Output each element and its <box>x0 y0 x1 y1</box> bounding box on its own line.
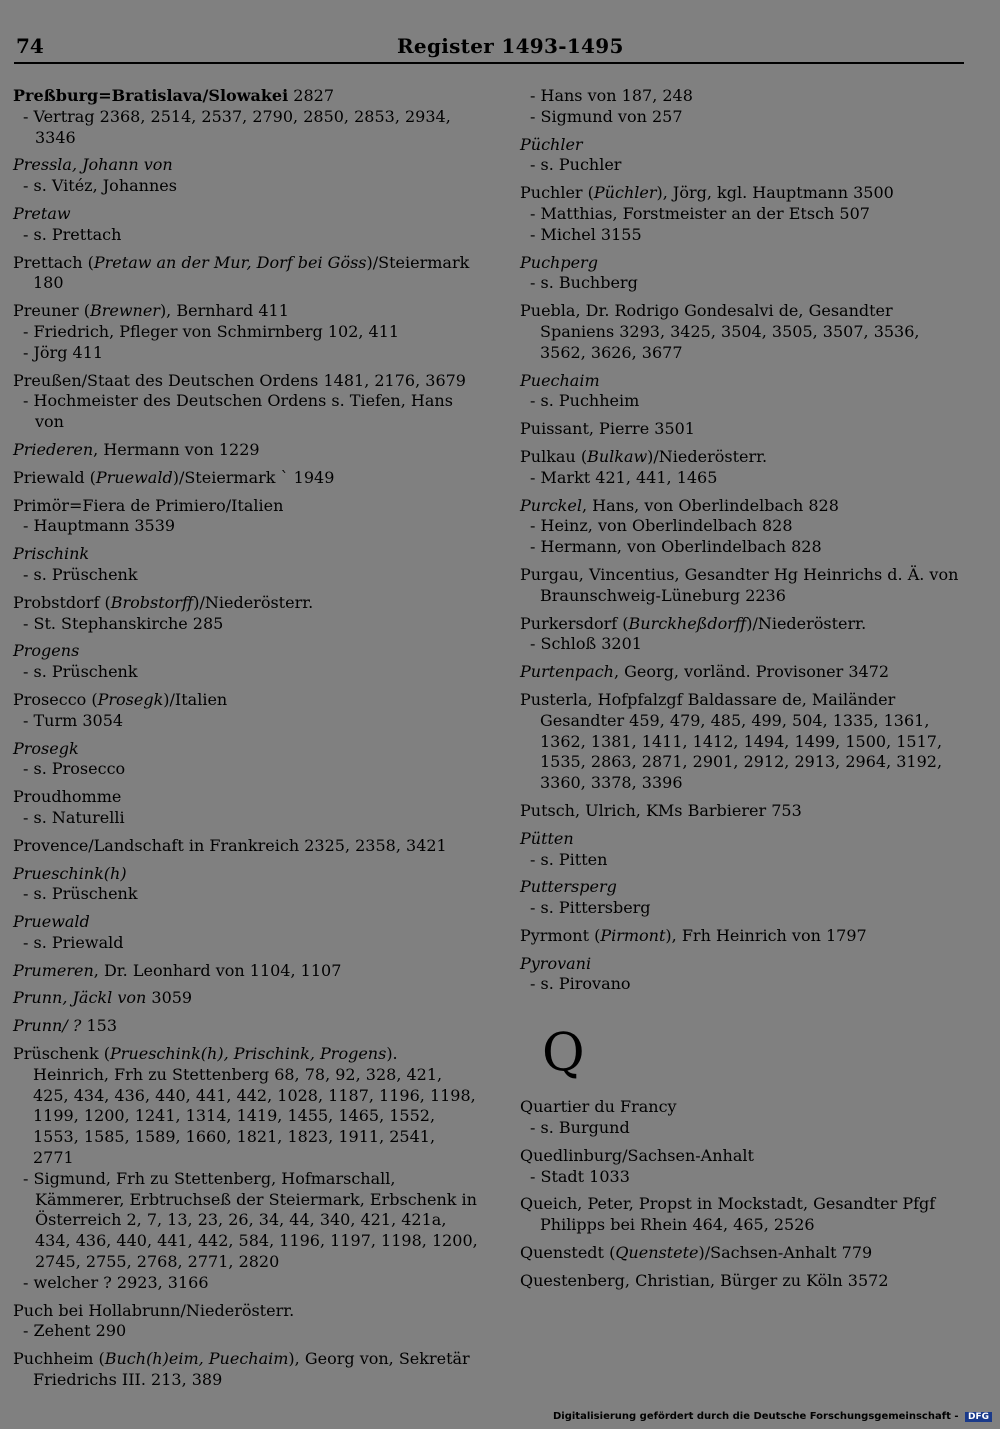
text-run: - s. Pittersberg <box>530 898 651 918</box>
entry-heading <box>13 1044 478 1169</box>
text-run: ), Georg von, Sekretär Friedrichs III. 213, 389 <box>33 1349 470 1390</box>
index-entry <box>13 468 478 489</box>
section-letter: Q <box>542 1023 585 1084</box>
entry-heading <box>13 593 478 614</box>
text-run: Pyrmont ( <box>520 925 601 945</box>
text-run: Pyrovani <box>520 953 592 973</box>
text-run: 2827 <box>288 86 334 105</box>
left-column <box>13 86 478 1398</box>
text-run: Quenstete <box>615 1243 699 1263</box>
text-run: Preßburg=Bratislava/Slowakei <box>13 86 289 105</box>
index-entry <box>13 641 478 683</box>
index-entry <box>13 593 478 635</box>
text-run: - Hauptmann 3539 <box>23 516 176 536</box>
text-run: Priewald ( <box>13 467 96 487</box>
index-entry <box>520 801 970 822</box>
index-entry <box>520 926 970 947</box>
text-run: )/Italien <box>163 689 228 709</box>
text-run: , Hermann von 1229 <box>93 439 260 459</box>
index-entry <box>520 690 970 794</box>
index-entry <box>13 155 478 197</box>
entry-heading <box>520 1097 970 1118</box>
text-run: - s. Buchberg <box>530 273 638 293</box>
text-run: - Sigmund von 257 <box>530 106 683 126</box>
entry-subheading <box>13 759 478 780</box>
entry-heading <box>13 787 478 808</box>
footer <box>553 1411 992 1422</box>
text-run: Prumeren <box>13 960 94 980</box>
entry-heading <box>520 1146 970 1167</box>
text-run: 3059 <box>146 988 193 1008</box>
text-run: - s. Priewald <box>23 932 124 952</box>
text-run: Quenstedt ( <box>520 1243 616 1263</box>
text-run: - s. Burgund <box>530 1118 630 1138</box>
entry-heading <box>520 565 970 607</box>
index-entry <box>13 1349 478 1391</box>
text-run: Pruewald <box>13 912 90 932</box>
index-entry <box>520 829 970 871</box>
index-entry <box>13 787 478 829</box>
index-entry <box>13 1016 478 1037</box>
text-run: )/Steiermark 180 <box>33 252 470 293</box>
index-entry <box>13 253 478 295</box>
entry-heading <box>13 371 478 392</box>
entry-heading <box>520 614 970 635</box>
entry-heading <box>13 301 478 322</box>
index-entry <box>13 204 478 246</box>
text-run: Purgau, Vincentius, Gesandter Hg Heinrichs d. Ä. von Braunschweig-Lüneburg 2236 <box>520 564 959 605</box>
text-run: - St. Stephanskirche 285 <box>23 613 224 633</box>
text-run: Prueschink(h) <box>13 863 127 883</box>
entry-heading <box>13 1016 478 1037</box>
text-run: Puchperg <box>520 252 598 272</box>
text-run: Bulkaw <box>587 446 648 466</box>
text-run: Purtenpach <box>520 662 614 682</box>
text-run: Prunn/ ? <box>13 1016 82 1036</box>
text-run: Quartier du Francy <box>520 1097 677 1117</box>
text-run: Provence/Landschaft in Frankreich 2325, 2358, 3421 <box>13 835 447 855</box>
entry-subheading <box>520 273 970 294</box>
text-run: - Turm 3054 <box>23 710 124 730</box>
entry-heading <box>520 1243 970 1264</box>
text-run: Pressla, Johann von <box>13 155 173 175</box>
entry-subheading <box>13 808 478 829</box>
text-run: - s. Prüschenk <box>23 662 138 682</box>
entry-heading <box>13 155 478 176</box>
text-run: Prettach ( <box>13 252 94 272</box>
text-run: ), Bernhard 411 <box>159 301 289 321</box>
text-run: - s. Prettach <box>23 224 122 244</box>
text-run: Pirmont <box>600 925 666 945</box>
text-run: - s. Naturelli <box>23 807 125 827</box>
entry-heading <box>520 496 970 517</box>
text-run: - Hans von 187, 248 <box>530 86 693 105</box>
text-run: Brobstorff <box>110 592 194 612</box>
text-run: - Friedrich, Pfleger von Schmirnberg 102, 411 <box>23 321 400 341</box>
text-run: - Jörg 411 <box>23 342 104 362</box>
entry-heading <box>520 954 970 975</box>
index-entry <box>13 1044 478 1294</box>
text-run: - Hochmeister des Deutschen Ordens s. Tiefen, Hans von <box>23 391 453 432</box>
text-run: Püchler <box>520 134 583 154</box>
index-entry <box>13 864 478 906</box>
text-run: Preußen/Staat des Deutschen Ordens 1481, 2176, 3679 <box>13 370 466 390</box>
text-run: Burckheßdorff <box>628 613 747 633</box>
text-run: - Stadt 1033 <box>530 1166 630 1186</box>
text-run: - Schloß 3201 <box>530 634 642 654</box>
entry-heading <box>520 801 970 822</box>
entry-subheading <box>520 107 970 128</box>
index-entry <box>520 565 970 607</box>
index-entry <box>13 1301 478 1343</box>
text-run: , Georg, vorländ. Provisoner 3472 <box>613 662 890 682</box>
index-entry <box>520 1243 970 1264</box>
entry-subheading <box>520 850 970 871</box>
entry-heading <box>520 690 970 794</box>
text-run: - Sigmund, Frh zu Stettenberg, Hofmarschall, Kämmerer, Erbtruchseß der Steiermark, Erbschenk in Österreich 2, 7, 13, 23, 26, 34, 44, 340, 421, 421a, 434, 436, 440, 441, 442, 584, 1196, 1197, 1198, 1200, 2745, 2755, 2768, 2771, 2820 <box>23 1168 478 1272</box>
text-run: Prüschenk ( <box>13 1044 110 1064</box>
text-run: - Vertrag 2368, 2514, 2537, 2790, 2850, 2853, 2934, 3346 <box>23 106 451 147</box>
entry-heading <box>13 912 478 933</box>
text-run: - welcher ? 2923, 3166 <box>23 1272 209 1292</box>
text-run: Putsch, Ulrich, KMs Barbierer 753 <box>520 800 802 820</box>
text-run: Prueschink(h), Prischink, Progens <box>110 1044 387 1064</box>
entry-heading <box>520 662 970 683</box>
index-entry <box>520 877 970 919</box>
entry-subheading <box>13 343 478 364</box>
entry-subheading <box>520 634 970 655</box>
text-run: - s. Puchheim <box>530 391 640 411</box>
entry-heading <box>13 864 478 885</box>
text-run: Buch(h)eim, Puechaim <box>104 1349 289 1369</box>
entry-heading <box>13 440 478 461</box>
text-run: Brewner <box>89 301 160 321</box>
entry-heading <box>13 961 478 982</box>
text-run: - s. Prosecco <box>23 759 126 779</box>
entry-heading <box>13 641 478 662</box>
text-run: Progens <box>13 641 80 661</box>
text-run: 153 <box>81 1016 118 1036</box>
entry-subheading <box>13 1169 478 1273</box>
entry-heading <box>520 829 970 850</box>
index-entry <box>520 1097 970 1139</box>
entry-subheading <box>13 176 478 197</box>
entry-subheading <box>520 974 970 995</box>
text-run: )/Steiermark ` 1949 <box>172 467 335 487</box>
entry-subheading <box>520 391 970 412</box>
entry-heading <box>13 468 478 489</box>
text-run: Prosecco ( <box>13 689 98 709</box>
entry-subheading <box>520 468 970 489</box>
text-run: Proudhomme <box>13 787 122 807</box>
entry-subheading <box>13 711 478 732</box>
text-run: Primör=Fiera de Primiero/Italien <box>13 495 284 515</box>
text-run: Probstdorf ( <box>13 592 111 612</box>
text-run: , Dr. Leonhard von 1104, 1107 <box>93 960 342 980</box>
entry-heading <box>13 739 478 760</box>
entry-heading <box>520 877 970 898</box>
text-run: )/Niederösterr. <box>746 613 867 633</box>
entry-subheading <box>13 1321 478 1342</box>
text-run: Pruewald <box>95 467 173 487</box>
entry-subheading <box>520 898 970 919</box>
index-entry <box>520 614 970 656</box>
index-entry <box>520 371 970 413</box>
index-entry <box>13 988 478 1009</box>
entry-heading <box>13 690 478 711</box>
text-run: , Hans, von Oberlindelbach 828 <box>581 495 839 515</box>
entry-heading <box>13 86 478 107</box>
text-run: Purckel <box>520 495 582 515</box>
text-run: - Markt 421, 441, 1465 <box>530 467 718 487</box>
index-entry <box>520 496 970 558</box>
text-run: Prischink <box>13 544 90 564</box>
entry-heading <box>13 253 478 295</box>
text-run: - Michel 3155 <box>530 224 642 244</box>
text-run: Prunn, Jäckl von <box>13 988 147 1008</box>
index-entry <box>520 183 970 245</box>
index-entry <box>13 301 478 363</box>
index-entry <box>13 86 478 148</box>
text-run: Purkersdorf ( <box>520 613 629 633</box>
text-run: - Heinz, von Oberlindelbach 828 <box>530 516 793 536</box>
entry-heading <box>520 419 970 440</box>
text-run: Prosegk <box>97 689 164 709</box>
text-run: - s. Pirovano <box>530 974 631 994</box>
index-entry <box>13 496 478 538</box>
running-title: Register 1493-1495 <box>397 34 624 58</box>
entry-subheading <box>13 1273 478 1294</box>
text-run: Puissant, Pierre 3501 <box>520 419 695 439</box>
text-run: Pretaw an der Mur, Dorf bei Göss <box>93 252 367 272</box>
text-run: Priederen <box>13 439 94 459</box>
entry-subheading <box>520 1167 970 1188</box>
entry-subheading <box>13 107 478 149</box>
text-run: Preuner ( <box>13 301 90 321</box>
text-run: )/Sachsen-Anhalt 779 <box>698 1243 873 1263</box>
entry-subheading <box>520 225 970 246</box>
text-run: Quedlinburg/Sachsen-Anhalt <box>520 1145 754 1165</box>
index-entry <box>520 1271 970 1292</box>
index-entry <box>520 447 970 489</box>
text-run: - Hermann, von Oberlindelbach 828 <box>530 537 822 557</box>
entry-heading <box>13 204 478 225</box>
entry-heading <box>520 1271 970 1292</box>
text-run: )/Niederösterr. <box>193 592 314 612</box>
text-run: - s. Prüschenk <box>23 564 138 584</box>
text-run: ), Frh Heinrich von 1797 <box>665 925 867 945</box>
entry-subheading <box>13 322 478 343</box>
text-run: - Matthias, Forstmeister an der Etsch 507 <box>530 203 870 223</box>
index-entry <box>13 739 478 781</box>
entry-subheading <box>13 662 478 683</box>
index-entry <box>520 662 970 683</box>
entry-heading <box>520 183 970 204</box>
index-entry <box>13 912 478 954</box>
text-run: Puch bei Hollabrunn/Niederösterr. <box>13 1300 295 1320</box>
text-run: Queich, Peter, Propst in Mockstadt, Gesandter Pfgf Philipps bei Rhein 464, 465, 2526 <box>520 1194 936 1235</box>
index-entry <box>520 135 970 177</box>
entry-heading <box>13 988 478 1009</box>
text-run: - s. Pitten <box>530 849 608 869</box>
page-number: 74 <box>16 34 44 58</box>
page-header <box>14 34 964 64</box>
entry-subheading <box>520 516 970 537</box>
entry-subheading <box>13 391 478 433</box>
text-run: Puttersperg <box>520 877 617 897</box>
text-run: Pütten <box>520 828 574 848</box>
index-entry <box>13 371 478 433</box>
entry-subheading <box>520 86 970 107</box>
entry-subheading <box>520 537 970 558</box>
entry-heading <box>13 836 478 857</box>
footer-text: Digitalisierung gefördert durch die Deutsche Forschungsgemeinschaft - <box>552 1411 959 1422</box>
entry-heading <box>520 447 970 468</box>
entry-heading <box>520 1194 970 1236</box>
entry-subheading <box>13 933 478 954</box>
text-run: - s. Vitéz, Johannes <box>23 176 177 196</box>
index-entry <box>13 961 478 982</box>
text-run: Pretaw <box>13 203 71 223</box>
entry-heading <box>13 1349 478 1391</box>
text-run: Püchler <box>593 183 657 203</box>
text-run: Puebla, Dr. Rodrigo Gondesalvi de, Gesandter Spaniens 3293, 3425, 3504, 3505, 3507, 3536, 3562, 3626, 3677 <box>520 301 920 362</box>
entry-subheading <box>520 1118 970 1139</box>
entry-subheading <box>13 516 478 537</box>
entry-heading <box>13 544 478 565</box>
entry-subheading <box>13 225 478 246</box>
index-entry <box>520 1146 970 1188</box>
text-run: - s. Puchler <box>530 155 622 175</box>
index-entry <box>520 253 970 295</box>
index-entry <box>520 954 970 996</box>
text-run: Prosegk <box>13 738 79 758</box>
index-entry <box>13 836 478 857</box>
text-run: - s. Prüschenk <box>23 884 138 904</box>
text-run: Puchler ( <box>520 183 594 203</box>
text-run: )/Niederösterr. <box>647 446 768 466</box>
index-entry <box>13 544 478 586</box>
entry-subheading <box>520 204 970 225</box>
text-run: ). Heinrich, Frh zu Stettenberg 68, 78, 92, 328, 421, 425, 434, 436, 440, 441, 442, 1028, 1187, 1196, 1198, 1199, 1200, 1241, 1314, 1419, 1455, 1465, 1552, 1553, 1585, 1589, 1660, 1821, 1823, 1911, 2541, 2771 <box>33 1044 476 1168</box>
index-entry <box>13 690 478 732</box>
entry-subheading <box>13 614 478 635</box>
text-run: Questenberg, Christian, Bürger zu Köln 3572 <box>520 1270 889 1290</box>
entry-heading <box>520 253 970 274</box>
dfg-logo: DFG <box>965 1412 992 1422</box>
index-entry <box>520 301 970 363</box>
text-run: - Zehent 290 <box>23 1321 127 1341</box>
text-run: Pusterla, Hofpfalzgf Baldassare de, Mailänder Gesandter 459, 479, 485, 499, 504, 1335, 1361, 1362, 1381, 1411, 1412, 1494, 1499, 1500, 1517, 1535, 2863, 2871, 2901, 2912, 2913, 2964, 3192, 3360, 3378, 3396 <box>520 689 943 793</box>
entry-heading <box>520 301 970 363</box>
index-entry <box>520 419 970 440</box>
index-entry <box>520 86 970 128</box>
index-entry <box>13 440 478 461</box>
entry-subheading <box>13 884 478 905</box>
text-run: ), Jörg, kgl. Hauptmann 3500 <box>656 183 894 203</box>
right-column <box>520 86 970 1299</box>
text-run: Pulkau ( <box>520 446 588 466</box>
entry-heading <box>520 135 970 156</box>
entry-subheading <box>520 155 970 176</box>
entry-heading <box>13 496 478 517</box>
text-run: Puechaim <box>520 370 600 390</box>
entry-heading <box>13 1301 478 1322</box>
entry-subheading <box>13 565 478 586</box>
text-run: Puchheim ( <box>13 1349 105 1369</box>
entry-heading <box>520 371 970 392</box>
entry-heading <box>520 926 970 947</box>
index-entry <box>520 1194 970 1236</box>
